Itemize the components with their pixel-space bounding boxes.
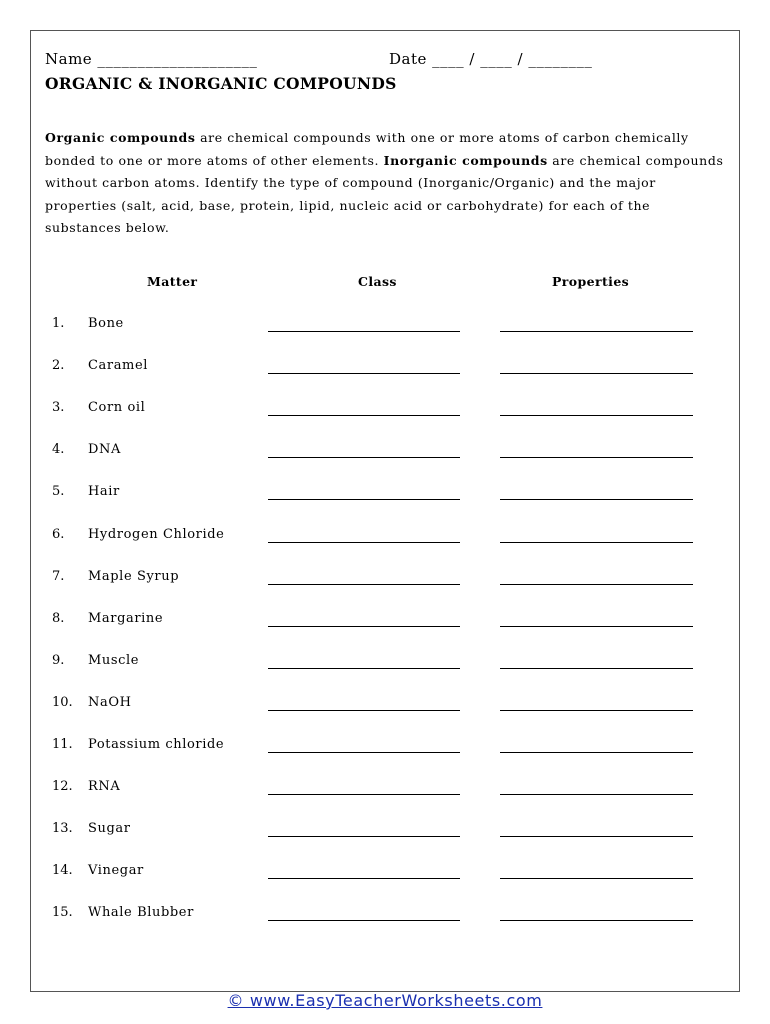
properties-answer-line[interactable] [500,710,693,711]
list-item [0,737,770,759]
list-item [0,484,770,506]
list-item [0,653,770,675]
item-name: Muscle [88,652,140,668]
class-answer-line[interactable] [268,499,460,500]
properties-answer-line[interactable] [500,626,693,627]
page-title: ORGANIC & INORGANIC COMPOUNDS [45,74,397,93]
item-number: 9. [52,652,65,668]
class-answer-line[interactable] [268,457,460,458]
inorganic-definition: are chemical compounds without carbon atoms. Identify the type of compound (Inorganic/Organic) and the major properties (salt, acid, base, protein, lipid, nucleic acid or carbohydrate) for each of the substances below. [45,152,724,235]
class-answer-line[interactable] [268,710,460,711]
item-number: 10. [52,694,73,710]
properties-answer-line[interactable] [500,878,693,879]
properties-answer-line[interactable] [500,415,693,416]
properties-answer-line[interactable] [500,836,693,837]
item-name: RNA [88,779,121,795]
footer-link[interactable]: © www.EasyTeacherWorksheets.com [227,991,543,1010]
item-name: Vinegar [88,863,144,879]
properties-answer-line[interactable] [500,668,693,669]
item-number: 11. [52,737,73,752]
properties-answer-line[interactable] [500,542,693,543]
item-name: Corn oil [88,400,146,416]
class-answer-line[interactable] [268,794,460,795]
item-name: Bone [88,316,124,331]
properties-answer-line[interactable] [500,331,693,332]
item-number: 3. [52,400,65,416]
class-answer-line[interactable] [268,542,460,543]
organic-definition: are chemical compounds with one or more atoms of carbon chemically bonded to one or more atoms of other elements. [45,130,689,168]
properties-answer-line[interactable] [500,457,693,458]
properties-answer-line[interactable] [500,373,693,374]
list-item [0,905,770,927]
list-item [0,695,770,717]
item-number: 4. [52,442,65,458]
list-item [0,358,770,380]
item-name: Potassium chloride [88,737,225,752]
item-name: Sugar [88,821,131,837]
properties-answer-line[interactable] [500,499,693,500]
class-answer-line[interactable] [268,373,460,374]
list-item [0,569,770,591]
organic-term: Organic compounds [45,130,196,145]
item-name: NaOH [88,694,132,710]
item-number: 2. [52,358,65,374]
class-answer-line[interactable] [268,836,460,837]
list-item [0,779,770,801]
item-number: 5. [52,484,65,500]
column-header-properties: Properties [552,274,630,289]
properties-answer-line[interactable] [500,920,693,921]
column-header-matter: Matter [147,274,198,289]
inorganic-term: Inorganic compounds [383,152,548,168]
item-name: Hair [88,484,120,500]
item-name: Whale Blubber [88,905,194,921]
list-item [0,442,770,464]
item-name: Caramel [88,358,149,374]
class-answer-line[interactable] [268,415,460,416]
class-answer-line[interactable] [268,331,460,332]
list-item [0,400,770,422]
item-number: 7. [52,568,65,584]
item-number: 1. [52,316,65,331]
column-header-class: Class [358,274,397,289]
item-number: 13. [52,821,73,837]
item-number: 14. [52,863,73,879]
list-item [0,611,770,633]
list-item [0,316,770,338]
item-name: Margarine [88,610,164,626]
properties-answer-line[interactable] [500,794,693,795]
item-name: DNA [88,442,121,458]
list-item [0,821,770,843]
list-item [0,863,770,885]
class-answer-line[interactable] [268,920,460,921]
item-number: 15. [52,905,73,921]
item-number: 6. [52,526,65,542]
item-number: 12. [52,779,73,795]
date-field-label: Date ____ / ____ / ________ [389,50,593,68]
instructions-paragraph [45,127,725,240]
item-number: 8. [52,610,65,626]
class-answer-line[interactable] [268,584,460,585]
name-field-label: Name ____________________ [45,50,258,68]
class-answer-line[interactable] [268,626,460,627]
class-answer-line[interactable] [268,668,460,669]
properties-answer-line[interactable] [500,752,693,753]
class-answer-line[interactable] [268,878,460,879]
item-name: Hydrogen Chloride [88,526,225,542]
class-answer-line[interactable] [268,752,460,753]
properties-answer-line[interactable] [500,584,693,585]
item-name: Maple Syrup [88,568,180,584]
list-item [0,527,770,549]
